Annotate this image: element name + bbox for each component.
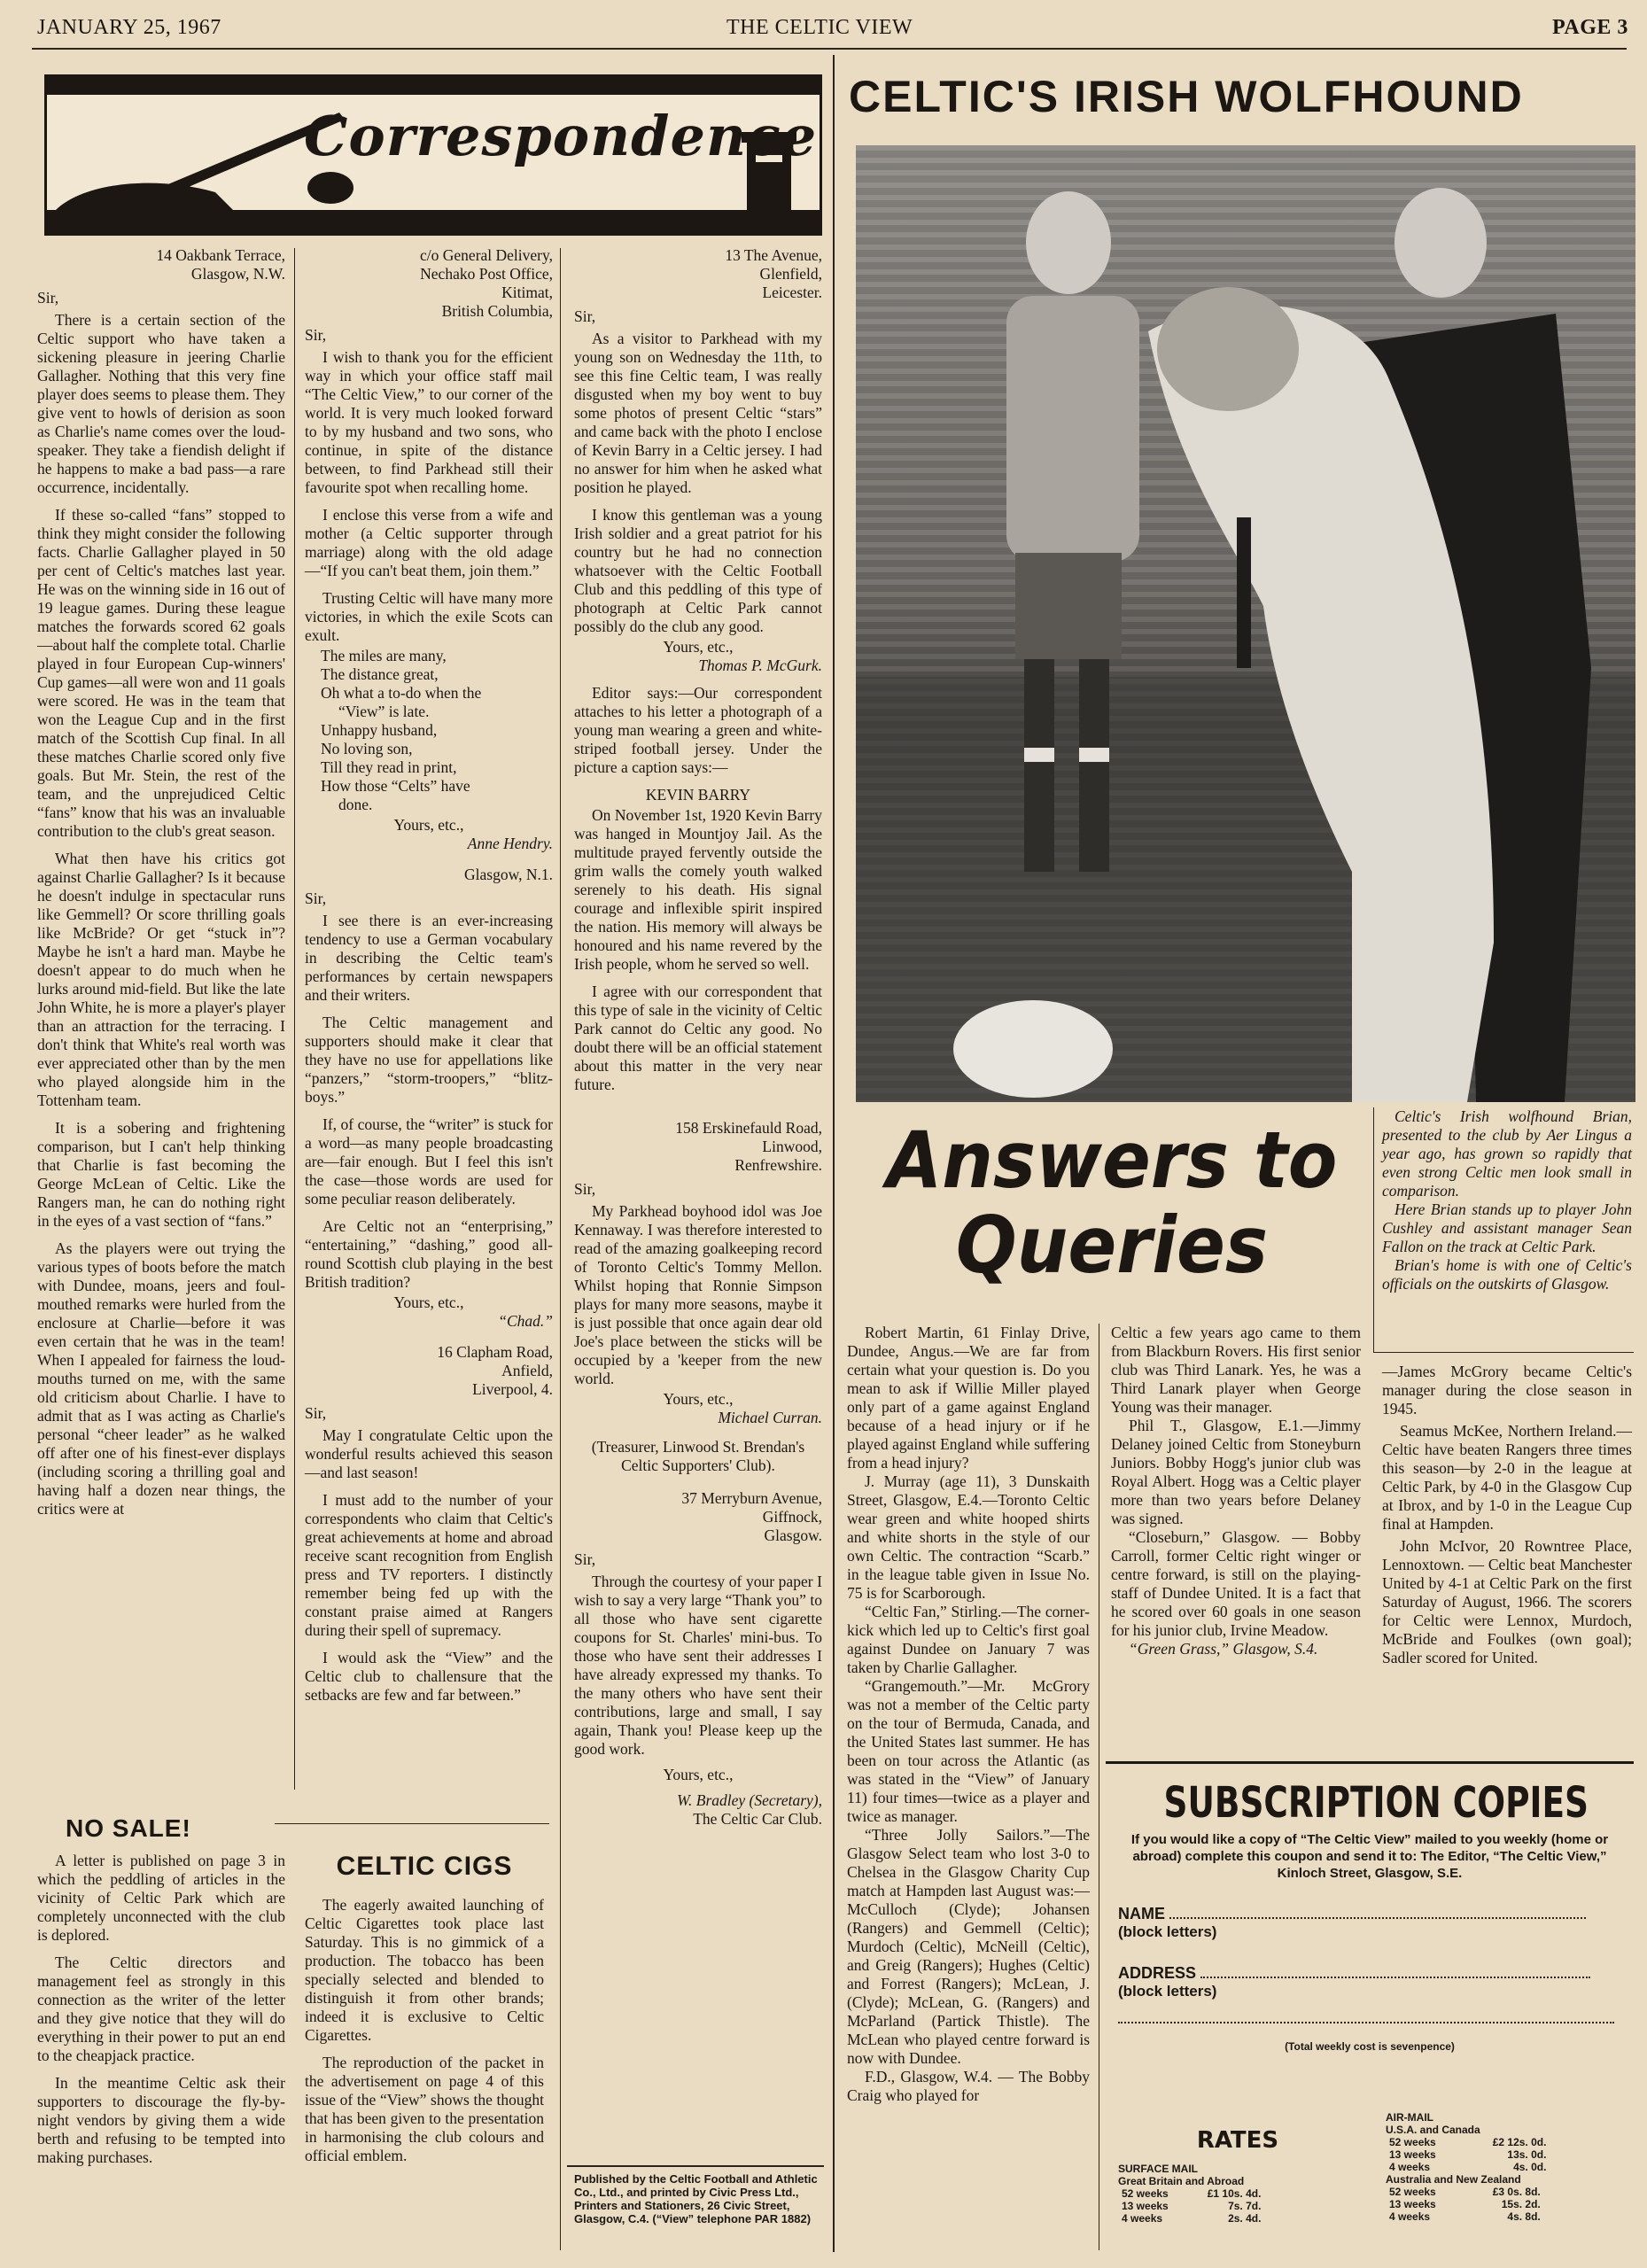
answer: “Closeburn,” Glasgow. — Bobby Carroll, former Celtic right winger or centre forward, is still on the playing-staff of Dundee United. It is a fact that he scored over 60 goals in one season for his junior club, Irvine Meadow. — [1111, 1528, 1361, 1639]
answers-headline: Answers to Queries — [886, 1115, 1338, 1291]
salutation: Sir, — [574, 307, 596, 325]
celtic-cigs-section — [305, 1852, 544, 2174]
paragraph: In the meantime Celtic ask their supporters to discourage the fly-by-night vendors by giving them a wide berth and refusing to be tempted into making purchases. — [37, 2074, 285, 2166]
paragraph: I see there is an ever-increasing tendency to use a German vocabulary in describing the Celtic team's performances by certain newspapers and their writers. — [305, 912, 553, 1004]
address-field-row[interactable] — [1118, 1964, 1621, 2028]
wolfhound-photo-illustration — [856, 145, 1635, 1102]
signature: W. Bradley (Secretary), — [677, 1791, 822, 1809]
celtic-cigs-heading: CELTIC CIGS — [336, 1852, 513, 1881]
answer: “Green Grass,” Glasgow, S.4. — [1129, 1640, 1318, 1658]
imprint-rule — [567, 2165, 824, 2167]
answer: Phil T., Glasgow, E.1.—Jimmy Delaney joined Celtic from Stoneyburn Juniors. Bobby Hogg's junior club was Royal Albert. Hogg was a Celtic player more than two years before Delaney was signed. — [1111, 1417, 1361, 1527]
address-block-letters: (block letters) — [1118, 1983, 1217, 2000]
salutation: Sir, — [305, 1404, 327, 1422]
name-label: NAME — [1118, 1905, 1165, 1922]
salutation: Sir, — [305, 326, 327, 344]
weekly-cost: (Total weekly cost is sevenpence) — [1285, 2040, 1455, 2053]
paragraph: The Celtic directors and management feel as strongly in this connection as the writer of the letter and they give notice that they will do everything in their power to put an end to the cheapjack practice. — [37, 1953, 285, 2064]
paragraph: I wish to thank you for the efficient way in which your office staff mail “The Celtic View,” to our corner of the world. It is very much looked forward to by my husband and two sons, who continue, in spite of the distance between, to find Parkhead still their favourite spot when recalling home. — [305, 348, 553, 496]
answer: Seamus McKee, Northern Ireland.—Celtic have beaten Rangers three times this season—by 2-0 in the league at Celtic Park, by 4-0 in the Glasgow Cup at Ibrox, and by 1-0 in the League Cup final at Hampden. — [1382, 1422, 1632, 1533]
closing: Yours, etc., — [663, 1390, 734, 1408]
surface-rates — [1118, 2111, 1357, 2225]
signature: Anne Hendry. — [467, 835, 553, 852]
answer: —James McGrory became Celtic's manager during the close season in 1945. — [1382, 1363, 1632, 1418]
salutation: Sir, — [37, 289, 59, 307]
paragraph: I would ask the “View” and the Celtic club to challensure that the setbacks are few and far between.” — [305, 1649, 553, 1704]
name-field[interactable] — [1169, 1917, 1586, 1919]
letter-leicester: 13 The Avenue, Glenfield, Leicester. Sir, As a visitor to Parkhead with my young son on Wednesday the 11th, to see this fine Celtic team, I was really disgusted when my boy went to buy some photos of present Celtic “stars” and came back with the photo I enclose of Kevin Barry in a Celtic jersey. I had no answer for him when he asked what position he played. I know this gentleman was a young Irish soldier and a great patriot for his country but he had no connection whatsoever with the Celtic Football Club and this peddling of this type of photograph at Celtic Park cannot possibly do the club any good. Yours, etc., Thomas P. McGurk. Editor says:—Our correspondent attaches to his letter a photograph of a young man wearing a green and white-striped football jersey. Under the picture a caption says:— KEVIN BARRY On November 1st, 1920 Kevin Barry was hanged in Mountjoy Jail. As the multitude prayed fervently outside the grim walls the comely youth walked serenely to his death. His signal courage and inflexible spirit inspired the nation. His memory will always be honoured and his name revered by the Irish people, whom he served so well. I agree with our correspondent that this type of sale in the vicinity of Celtic Park cannot do Celtic any good. No doubt there will be an official statement about this matter in the very near future. 158 Erskinefauld Road, Linwood, Renfrewshire. Sir, My Parkhead boyhood idol was Joe Kennaway. I was therefore interested to read of the amazing goalkeeping record of Toronto Celtic's Tommy Mellon. Whilst hoping that Ronnie Simpson plays for many more seasons, maybe it is just possible that once again dear old Joe's place between the sticks will be occupied by a 'keeper from the new world. Yours, etc., Michael Curran. (Treasurer, Linwood St. Brendan's Celtic Supporters' Club). 37 Merryburn Avenue, Giffnock, Glasgow. Sir, Through the courtesy of your paper I wish to say a very large “Thank you” to all those who have sent cigarette coupons for St. Charles' mini-bus. To those who have sent their addresses I have already expressed my thanks. To the many others who have sent their contributions, large and small, I say again, Thank you! Please keep up the good work. Yours, etc., W. Bradley (Secretary), The Celtic Car Club. — [574, 246, 822, 1828]
paragraph: May I congratulate Celtic upon the wonderful results achieved this season—and last season! — [305, 1426, 553, 1481]
answers-column-2 — [1111, 1324, 1361, 1658]
answer: John McIvor, 20 Rowntree Place, Lennoxtown. — Celtic beat Manchester United by 4-1 at Celtic Park on the first Saturday of August, 1966. The scorers for Celtic were Lennox, Murdoch, McBride and Foulkes (own goal); Sadler scored for United. — [1382, 1537, 1632, 1666]
subscription-coupon — [1106, 1761, 1634, 2256]
paragraph: The eagerly awaited launching of Celtic Cigarettes took place last Saturday. This is no gimmick of a production. The tobacco has been specially selected and blended to distinguish it from other brands; indeed it is exclusive to Celtic Cigarettes. — [305, 1896, 544, 2044]
paragraph: There is a certain section of the Celtic support who have taken a sickening pleasure in jeering Charlie Gallagher. Nothing that this very fine player does seems to please them. They give vent to howls of derision as soon as Charlie's name comes over the loud-speaker. They take a fiendish delight if he happens to make a bad pass—a rare occurrence, incidentally. — [37, 311, 285, 496]
salutation: Sir, — [305, 889, 327, 907]
address-field[interactable] — [1200, 1977, 1590, 1978]
correspondence-banner — [44, 74, 822, 236]
paragraph: My Parkhead boyhood idol was Joe Kennaway. I was therefore interested to read of the amazing goalkeeping record of Toronto Celtic's Tommy Mellon. Whilst hoping that Ronnie Simpson plays for many more seasons, maybe it is just possible that once again dear old Joe's place between the sticks will be occupied by a 'keeper from the new world. — [574, 1202, 822, 1387]
air-region-aus: Australia and New Zealand — [1386, 2173, 1521, 2186]
paragraph: Trusting Celtic will have many more victories, in which the exile Scots can exult. — [305, 589, 553, 644]
salutation: Sir, — [574, 1180, 596, 1198]
letter-kitimat: c/o General Delivery, Nechako Post Office, Kitimat, British Columbia, Sir, I wish to thank you for the efficient way in which your office staff mail “The Celtic View,” to our corner of the world. It is very much looked forward to by my husband and two sons, who continue, in spite of the distance between, to find Parkhead still their favourite spot when recalling home. I enclose this verse from a wife and mother (a Celtic supporter through marriage) along with the old adage—“If you can't beat them, join them.” Trusting Celtic will have many more victories, in which the exile Scots can exult. The miles are many, The distance great, Oh what a to-do when the “View” is late. Unhappy husband, No loving son, Till they read in print, How those “Celts” have done. Yours, etc., Anne Hendry. Glasgow, N.1. Sir, I see there is an ever-increasing tendency to use a German vocabulary in describing the Celtic team's performances by certain newspapers and their writers. The Celtic management and supporters should make it clear that they have no use for appellations like “panzers,” “storm-troopers,” “blitz-boys.” If, of course, the “writer” is stuck for a word—as many people broadcasting are—fair enough. But I feel this isn't the case—those words are used for some peculiar reason deliberately. Are Celtic not an “enterprising,” “entertaining,” “dashing,” good all-round Scottish club playing in the best British tradition? Yours, etc., “Chad.” 16 Clapham Road, Anfield, Liverpool, 4. Sir, May I congratulate Celtic upon the wonderful results achieved this season—and last season! I must add to the number of your correspondents who claim that Celtic's great achievements at home and abroad receive scant recognition from English press and TV reporters. I distinctly remember being fed up with the constant praise aimed at Rangers during their spell of supremacy. I would ask the “View” and the Celtic club to challensure that the setbacks are few and far between.” — [305, 246, 553, 1704]
air-region-usa: U.S.A. and Canada — [1386, 2124, 1480, 2136]
paragraph: Are Celtic not an “enterprising,” “entertaining,” “dashing,” good all-round Scottish club playing in the best British tradition? — [305, 1217, 553, 1291]
signature: The Celtic Car Club. — [693, 1810, 822, 1828]
surface-mail-label: SURFACE MAIL — [1118, 2163, 1198, 2175]
paragraph: If, of course, the “writer” is stuck for a word—as many people broadcasting are—fair enough. But I feel this isn't the case—those words are used for some peculiar reason deliberately. — [305, 1115, 553, 1208]
air-rates — [1386, 2111, 1625, 2223]
wolfhound-photo — [856, 145, 1635, 1102]
letter-address: 14 Oakbank Terrace, Glasgow, N.W. — [156, 246, 285, 283]
paragraph: It is a sobering and frightening comparison, but I can't help thinking that Charlie is fast becoming the George McLean of Celtic. Like the Rangers man, he can do nothing right in the eyes of a vast section of “fans.” — [37, 1119, 285, 1230]
newspaper-title: THE CELTIC VIEW — [726, 16, 913, 39]
paragraph: Through the courtesy of your paper I wish to say a very large “Thank you” to all those who have sent cigarette coupons for St. Charles' mini-bus. To those who have sent their addresses I have already expressed my thanks. To the many others who have sent their contributions, large and small, I say again, Thank you! Please keep up the good work. — [574, 1573, 822, 1758]
column-rule — [560, 248, 561, 2250]
paragraph: As a visitor to Parkhead with my young son on Wednesday the 11th, to see this fine Celtic team, I was really disgusted when my boy went to buy some photos of present Celtic “stars” and came back with the photo I enclose of Kevin Barry in a Celtic jersey. I had no answer for him when he asked what position he played. — [574, 330, 822, 496]
editor-note: Editor says:—Our correspondent attaches to his letter a photograph of a young man wearing a green and white-striped football jersey. Under the picture a caption says:— — [574, 684, 822, 776]
name-block-letters: (block letters) — [1118, 1923, 1217, 1940]
paragraph: A letter is published on page 3 in which the peddling of articles in the vicinity of Celtic Park which are completely unconnected with the club is deplored. — [37, 1852, 285, 1944]
paragraph: I know this gentleman was a young Irish soldier and a great patriot for his country but he had no connection whatsoever with the Celtic Football Club and this peddling of this type of photograph at Celtic Park cannot possibly do the club any good. — [574, 506, 822, 635]
paragraph: The Celtic management and supporters should make it clear that they have no use for appellations like “panzers,” “storm-troopers,” “blitz-boys.” — [305, 1014, 553, 1106]
subscription-intro: If you would like a copy of “The Celtic View” mailed to you weekly (home or abroad) complete this coupon and send it to: The Editor, “The Celtic View,” Kinloch Street, Glasgow, S.E. — [1130, 1832, 1609, 1881]
wolfhound-caption: Celtic's Irish wolfhound Brian, presented to the club by Aer Lingus a year ago, has grown so rapidly that even strong Celtic men look small in comparison. Here Brian stands up to player John Cushley and assistant manager Sean Fallon on the track at Celtic Park. Brian's home is with one of Celtic's officials on the outskirts of Glasgow. — [1382, 1107, 1632, 1293]
signature: Thomas P. McGurk. — [698, 656, 822, 674]
column-rule — [833, 55, 835, 2252]
column-rule — [294, 248, 295, 1790]
closing: Yours, etc., — [393, 1293, 464, 1311]
air-rates-table-usa: 52 weeks £2 12s. 0d. 13 weeks 13s. 0d. 4 weeks 4s. 0d. — [1389, 2136, 1547, 2173]
paragraph: I enclose this verse from a wife and mother (a Celtic supporter through marriage) along with the old adage—“If you can't beat them, join them.” — [305, 506, 553, 579]
wolfhound-headline: CELTIC'S IRISH WOLFHOUND — [849, 72, 1524, 121]
answer: Robert Martin, 61 Finlay Drive, Dundee, Angus.—We are far from certain what your question is. Do you mean to ask if Willie Miller played only part of a game against England because of a head injury or if he played against England while suffering from a head injury? — [847, 1324, 1090, 1472]
name-field-row[interactable] — [1118, 1905, 1621, 1941]
caption-rule — [1373, 1352, 1634, 1353]
air-rates-table-aus: 52 weeks £3 0s. 8d. 13 weeks 15s. 2d. 4 weeks 4s. 8d. — [1389, 2186, 1541, 2223]
caption-rule — [1373, 1107, 1374, 1352]
paragraph: The reproduction of the packet in the advertisement on page 4 of this issue of the “View” shows the thought that has been given to the presentation in harmonising the club colours and official emblem. — [305, 2054, 544, 2164]
air-mail-label: AIR-MAIL — [1386, 2111, 1433, 2124]
signature: Michael Curran. — [718, 1409, 822, 1426]
subscription-heading: SUBSCRIPTION COPIES — [1163, 1778, 1589, 1828]
club-note: (Treasurer, Linwood St. Brendan's Celtic Supporters' Club). — [591, 1438, 805, 1474]
correspondence-title: Correspondence — [304, 104, 818, 168]
answer: J. Murray (age 11), 3 Dunskaith Street, Glasgow, E.4.—Toronto Celtic wear green and white hooped shirts and white shorts in the style of our own Celtic. The contraction “Scarb.” in the league table given in Issue No. 75 is for Scarborough. — [847, 1472, 1090, 1602]
paragraph: What then have his critics got against Charlie Gallagher? Is it because he doesn't indulge in spectacular runs like Gemmell? Or score thrilling goals like McBride? Or get “stuck in”? Maybe he isn't a hard man. Maybe he doesn't appear to do much when he lurks around mid-field. But like the late John White, he is more a player's player than an attraction for the terracing. I don't think that White's real worth was ever appreciated other than by the men who played alongside him in the Tottenham team. — [37, 850, 285, 1109]
letter-oakbank — [37, 246, 285, 1518]
answer: “Celtic Fan,” Stirling.—The corner-kick which led up to Celtic's first goal against Dundee on January 7 was taken by Charlie Gallagher. — [847, 1603, 1090, 1676]
address-field-line2[interactable] — [1118, 2022, 1614, 2023]
closing: Yours, etc., — [663, 1766, 734, 1783]
paragraph: If these so-called “fans” stopped to think they might consider the following facts. Charlie Gallagher played in 50 per cent of Celtic's matches last year. He was on the winning side in 16 out of 19 league games. During these league matches the forwards scored 62 goals—about half the complete total. Charlie played in four European Cup-winners' Cup games—all were won and 11 goals were scored. He was in the team that won the League Cup and in the first match of the Scottish Cup final. In all these matches Charlie scored only five goals. But Mr. Stein, the rest of the team, and the unprejudiced Celtic “fans” know that his was an invaluable contribution to the club's great season. — [37, 506, 285, 840]
paragraph: On November 1st, 1920 Kevin Barry was hanged in Mountjoy Jail. As the multitude prayed fervently outside the grim walls the comely youth walked serenely to his death. His signal courage and inflexible spirit inspired the nation. His memory will always be honoured and his name revered by the Irish people, whom he served so well. — [574, 806, 822, 973]
answers-column-1 — [847, 1324, 1090, 2105]
imprint: Published by the Celtic Football and Athletic Co., Ltd., and printed by Civic Press Ltd., Printers and Stationers, 26 Civic Street, Glasgow, C.4. (“View” telephone PAR 1882) — [574, 2172, 818, 2225]
page-number: PAGE 3 — [1552, 16, 1628, 39]
paragraph: As the players were out trying the various types of boots before the match with Dundee, moans, jeers and foul-mouthed remarks were hurled from the enclosure at Charlie—before it was even certain that he was in the team! When I appealed for fairness the loud-mouths turned on me, with the same old criticism about Charlie. I have to admit that as I was acting as Charlie's personal “cheer leader” as he walked off after one of his finest-ever displays (including scoring a thrilling goal and having half a dozen near things, the critics were at — [37, 1239, 285, 1518]
address-label: ADDRESS — [1118, 1964, 1197, 1982]
answer: F.D., Glasgow, W.4. — The Bobby Craig who played for — [847, 2068, 1090, 2104]
paragraph: I must add to the number of your correspondents who claim that Celtic's great achievements at home and abroad receive scant recognition from English press and TV reporters. I distinctly remember being fed up with the constant praise aimed at Rangers during their spell of supremacy. — [305, 1491, 553, 1639]
answers-column-3 — [1382, 1363, 1632, 1667]
closing: Yours, etc., — [393, 816, 464, 834]
answer: Celtic a few years ago came to them from Blackburn Rovers. His first senior club was Third Lanark. Yes, he was a Third Lanark player when George Young was their manager. — [1111, 1324, 1361, 1416]
surface-region: Great Britain and Abroad — [1118, 2175, 1245, 2187]
editor-reply: I agree with our correspondent that this type of sale in the vicinity of Celtic Park cannot do Celtic any good. No doubt there will be an official statement about this matter in the very near future. — [574, 983, 822, 1093]
section-rule — [275, 1823, 549, 1824]
header-rule — [32, 48, 1627, 50]
rates-heading: RATES — [1196, 2127, 1279, 2154]
answer: “Three Jolly Sailors.”—The Glasgow Select team who lost 3-0 to Chelsea in the Glasgow Charity Cup match at Hampden last August was:—McCulloch (Clyde); Johansen (Rangers) and Gemmell (Celtic); Murdoch (Celtic), McNeill (Celtic), and Greig (Rangers); Hughes (Celtic) and Forrest (Rangers); McLean, J. (Clyde); McLean, G. (Rangers) and McParland (Partick Thistle). The McLean who played centre forward is now with Dundee. — [847, 1826, 1090, 2067]
no-sale-section — [37, 1814, 285, 2176]
issue-date: JANUARY 25, 1967 — [37, 16, 221, 39]
answer: “Grangemouth.”—Mr. McGrory was not a member of the Celtic party on the tour of Bermuda, Canada, and the United States last summer. He has been on tour across the Atlantic (as was stated in the “View” of January 11) four times—twice as a player and twice as manager. — [847, 1677, 1090, 1825]
kevin-barry-heading: KEVIN BARRY — [645, 786, 751, 804]
verse: The miles are many, The distance great, Oh what a to-do when the “View” is late. Unhappy husband, No loving son, Till they read in print, How those “Celts” have done. — [321, 647, 482, 813]
signature: “Chad.” — [498, 1312, 553, 1330]
no-sale-heading: NO SALE! — [66, 1814, 191, 1842]
surface-rates-table: 52 weeks £1 10s. 4d. 13 weeks 7s. 7d. 4 weeks 2s. 4d. — [1122, 2187, 1262, 2225]
closing: Yours, etc., — [663, 638, 734, 656]
salutation: Sir, — [574, 1550, 596, 1568]
